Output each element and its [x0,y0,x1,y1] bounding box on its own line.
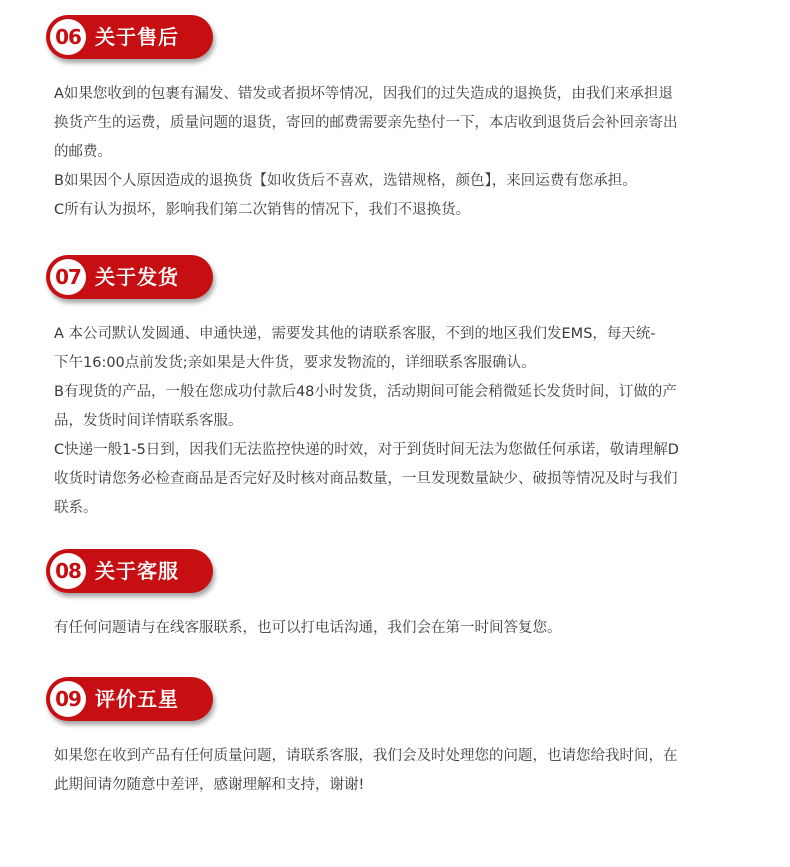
section-title: 关于售后 [95,25,179,49]
section-number: 06 [50,19,86,55]
section-body-09 [54,742,754,800]
section-header-07 [46,255,213,299]
text-line: C快递一般1-5日到，因我们无法监控快递的时效，对于到货时间无法为您做任何承诺，敬请理解D [54,442,679,458]
text-line: A如果您收到的包裹有漏发、错发或者损坏等情况，因我们的过失造成的退换货，由我们来承担退 [54,86,673,102]
text-line: B如果因个人原因造成的退换货【如收货后不喜欢，选错规格，颜色】，来回运费有您承担。 [54,173,637,189]
section-header-06 [46,15,213,59]
text-line: 收货时请您务必检查商品是否完好及时核对商品数量，一旦发现数量缺少、破损等情况及时与我们 [54,471,678,487]
section-body-07 [54,320,754,523]
text-line: 此期间请勿随意中差评，感谢理解和支持，谢谢! [54,777,365,793]
section-number: 07 [50,259,86,295]
text-line: C所有认为损坏，影响我们第二次销售的情况下，我们不退换货。 [54,202,471,218]
text-line: 的邮费。 [54,144,112,160]
section-body-08 [54,614,754,643]
text-line: A 本公司默认发圆通、申通快递，需要发其他的请联系客服，不到的地区我们发EMS，每天统- [54,326,656,342]
section-number: 09 [50,681,86,717]
text-line: 下午16:00点前发货;亲如果是大件货，要求发物流的，详细联系客服确认。 [54,355,536,371]
text-line: 换货产生的运费，质量问题的退货，寄回的邮费需要亲先垫付一下，本店收到退货后会补回亲寄出 [54,115,678,131]
section-title: 评价五星 [95,687,179,711]
text-line: 如果您在收到产品有任何质量问题，请联系客服，我们会及时处理您的问题，也请您给我时间，在 [54,748,678,764]
section-header-09 [46,677,213,721]
section-body-06 [54,80,754,225]
text-line: B有现货的产品，一般在您成功付款后48小时发货，活动期间可能会稍微延长发货时间，订做的产 [54,384,677,400]
section-number: 08 [50,553,86,589]
text-line: 品，发货时间详情联系客服。 [54,413,243,429]
text-line: 有任何问题请与在线客服联系，也可以打电话沟通，我们会在第一时间答复您。 [54,620,562,636]
text-line: 联系。 [54,500,98,516]
section-header-08 [46,549,213,593]
section-title: 关于客服 [95,559,179,583]
section-title: 关于发货 [95,265,179,289]
